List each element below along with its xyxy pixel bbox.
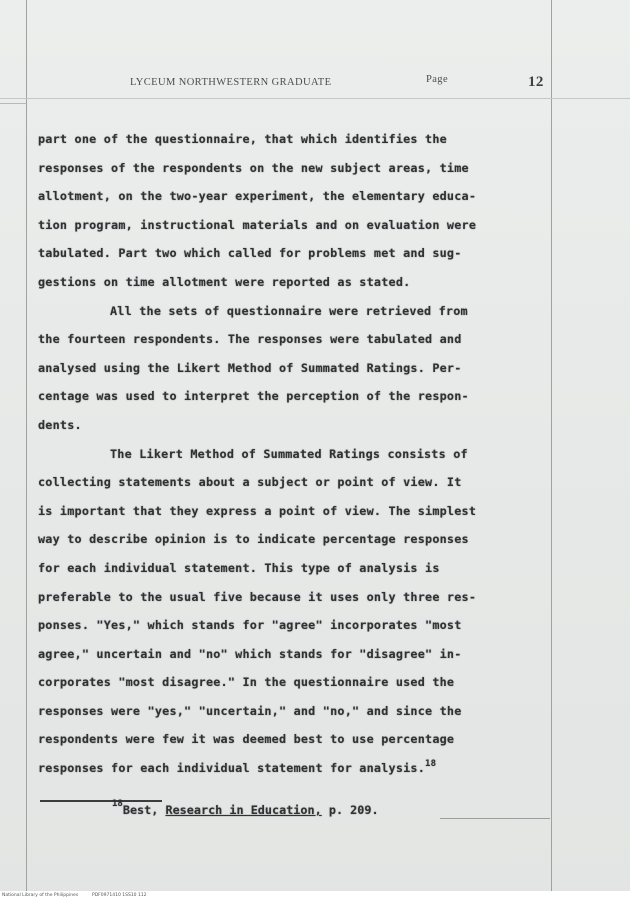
text-line: gestions on time allotment were reported as stated. [38, 274, 411, 289]
text-line: respondents were few it was deemed best to use percentage [38, 732, 455, 747]
footnote-reference: 18 [425, 759, 437, 770]
left-margin-line [26, 0, 27, 900]
footnote-work-title: Research in Education, [165, 803, 322, 817]
text-line: collecting statements about a subject or point of view. It [38, 475, 462, 490]
text-line-last [38, 754, 568, 783]
text-line: centage was used to interpret the perception of the respon- [38, 389, 469, 404]
text-line: All the sets of questionnaire were retrieved from [110, 303, 468, 318]
text-line: agree," uncertain and "no" which stands for "disagree" in- [38, 646, 462, 661]
scan-footer [0, 891, 630, 900]
text-line: The Likert Method of Summated Ratings consists of [110, 446, 468, 461]
text-line: for each individual statement. This type of analysis is [38, 560, 440, 575]
footnote-marker: 18 [112, 799, 123, 809]
text-line: responses of the respondents on the new subject areas, time [38, 160, 469, 175]
header-page-number: 12 [528, 74, 544, 90]
footnote-page: p. 209. [328, 803, 379, 817]
text-line: is important that they express a point of view. The simplest [38, 503, 477, 518]
text-line: allotment, on the two-year experiment, the elementary educa- [38, 189, 477, 204]
text-line: corporates "most disagree." In the questionnaire used the [38, 675, 455, 690]
scan-footer-code: PDF0971410 1SS10 112 [92, 893, 147, 898]
text-line: preferable to the usual five because it uses only three res- [38, 589, 477, 604]
header-page-label: Page [426, 74, 449, 85]
text-line: the fourteen respondents. The responses were tabulated and [38, 332, 462, 347]
text-line: ponses. "Yes," which stands for "agree" incorporates "most [38, 618, 462, 633]
footnote-author: Best, [122, 803, 159, 817]
page-header [130, 74, 560, 94]
text-line: analysed using the Likert Method of Summated Ratings. Per- [38, 360, 462, 375]
body-text [38, 125, 568, 783]
scan-footer-library: National Library of the Philippines [2, 893, 79, 898]
left-top-edge [0, 103, 26, 104]
text-line: tion program, instructional materials and on evaluation were [38, 217, 477, 232]
text-line: responses were "yes," "uncertain," and "no," and since the [38, 703, 462, 718]
text-line: way to describe opinion is to indicate percentage responses [38, 532, 469, 547]
text-line: dents. [38, 417, 82, 432]
text-line: tabulated. Part two which called for problems met and sug- [38, 246, 462, 261]
footnote-separator [40, 800, 162, 802]
text-line: part one of the questionnaire, that which identifies the [38, 132, 447, 146]
footnote-trailing-rule [440, 818, 550, 819]
top-rule-line [0, 98, 630, 99]
header-title: LYCEUM NORTHWESTERN GRADUATE [130, 77, 332, 88]
text-line-content: responses for each individual statement for analysis. [38, 761, 426, 776]
footnote [112, 799, 379, 817]
